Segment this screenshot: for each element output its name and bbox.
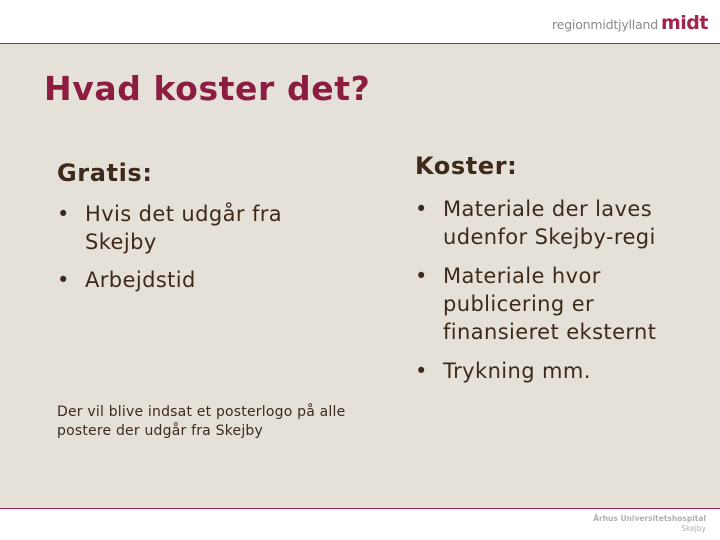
list-item-text: Materiale hvor publicering er finansieret eksternt [443,264,657,344]
hospital-logo [593,514,706,534]
bullet-icon: • [57,202,70,226]
free-heading: Gratis: [57,159,153,187]
bullet-icon: • [415,264,428,288]
bullet-icon: • [415,359,428,383]
list-item [415,262,705,346]
slide-title: Hvad koster det? [44,69,371,108]
list-item-text: Arbejdstid [85,268,196,292]
bullet-icon: • [57,268,70,292]
list-item-text: Trykning mm. [443,359,591,383]
list-item [57,266,347,294]
list-item-text: Materiale der laves udenfor Skejby-regi [443,197,656,249]
free-list [57,200,347,294]
costs-list [415,195,705,385]
list-item [415,357,705,385]
list-item [415,195,705,251]
region-logo [552,12,708,34]
list-item [57,200,347,256]
region-logo-text: regionmidtjylland [552,17,658,32]
costs-heading: Koster: [415,152,518,180]
list-item-text: Hvis det udgår fra Skejby [85,202,283,254]
bullet-icon: • [415,197,428,221]
poster-logo-note: Der vil blive indsat et posterlogo på alle postere der udgår fra Skejby [57,404,346,439]
hospital-name: Århus Universitetshospital [593,514,706,523]
hospital-site: Skejby [681,524,706,533]
region-logo-mark: midt [661,12,708,34]
